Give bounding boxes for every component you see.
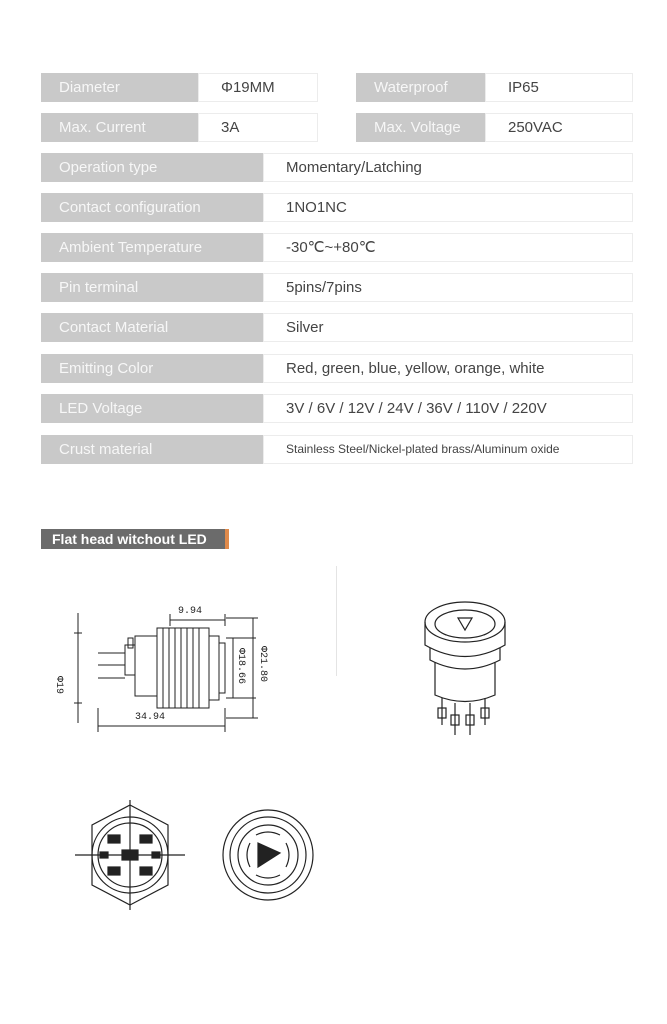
spec-value: Stainless Steel/Nickel-plated brass/Aluminum oxide [263,435,633,464]
front-view-drawing [218,805,318,905]
dim-body-dia: Φ19 [53,676,64,695]
spec-label: Contact Material [41,313,263,342]
spec-row-waterproof [356,73,633,102]
dim-top-width: 9.94 [178,606,203,617]
spec-value: 250VAC [485,113,633,142]
spec-row-operation-type [41,153,633,182]
spec-value: 1NO1NC [263,193,633,222]
rear-view-drawing [70,800,190,910]
spec-row-max-voltage [356,113,633,142]
isometric-switch-drawing [410,600,520,745]
spec-row-max-current [41,113,318,142]
spec-row-crust-material [41,435,633,464]
spec-value: 3A [198,113,318,142]
spec-label: Diameter [41,73,198,102]
spec-label: Waterproof [356,73,485,102]
spec-label: Emitting Color [41,354,263,383]
spec-label: Pin terminal [41,273,263,302]
spec-value: Φ19MM [198,73,318,102]
side-view-drawing [60,598,280,738]
dim-inner-dia: Φ18.66 [235,648,246,685]
spec-label: Contact configuration [41,193,263,222]
spec-label: Max. Current [41,113,198,142]
spec-row-contact-configuration [41,193,633,222]
spec-value: IP65 [485,73,633,102]
spec-row-diameter [41,73,318,102]
spec-value: Momentary/Latching [263,153,633,182]
spec-row-contact-material [41,313,633,342]
spec-value: Red, green, blue, yellow, orange, white [263,354,633,383]
dim-outer-dia: Φ21.80 [257,646,268,683]
spec-label: Operation type [41,153,263,182]
spec-value: -30℃~+80℃ [263,233,633,262]
spec-value: Silver [263,313,633,342]
spec-label: Max. Voltage [356,113,485,142]
divider [336,566,337,676]
spec-row-emitting-color [41,354,633,383]
spec-row-led-voltage [41,394,633,423]
spec-row-ambient-temperature [41,233,633,262]
dim-overall-length: 34.94 [135,712,166,723]
spec-label: Ambient Temperature [41,233,263,262]
spec-label: Crust material [41,435,263,464]
spec-value: 3V / 6V / 12V / 24V / 36V / 110V / 220V [263,394,633,423]
spec-row-pin-terminal [41,273,633,302]
section-title: Flat head witchout LED [41,529,229,549]
spec-label: LED Voltage [41,394,263,423]
spec-value: 5pins/7pins [263,273,633,302]
